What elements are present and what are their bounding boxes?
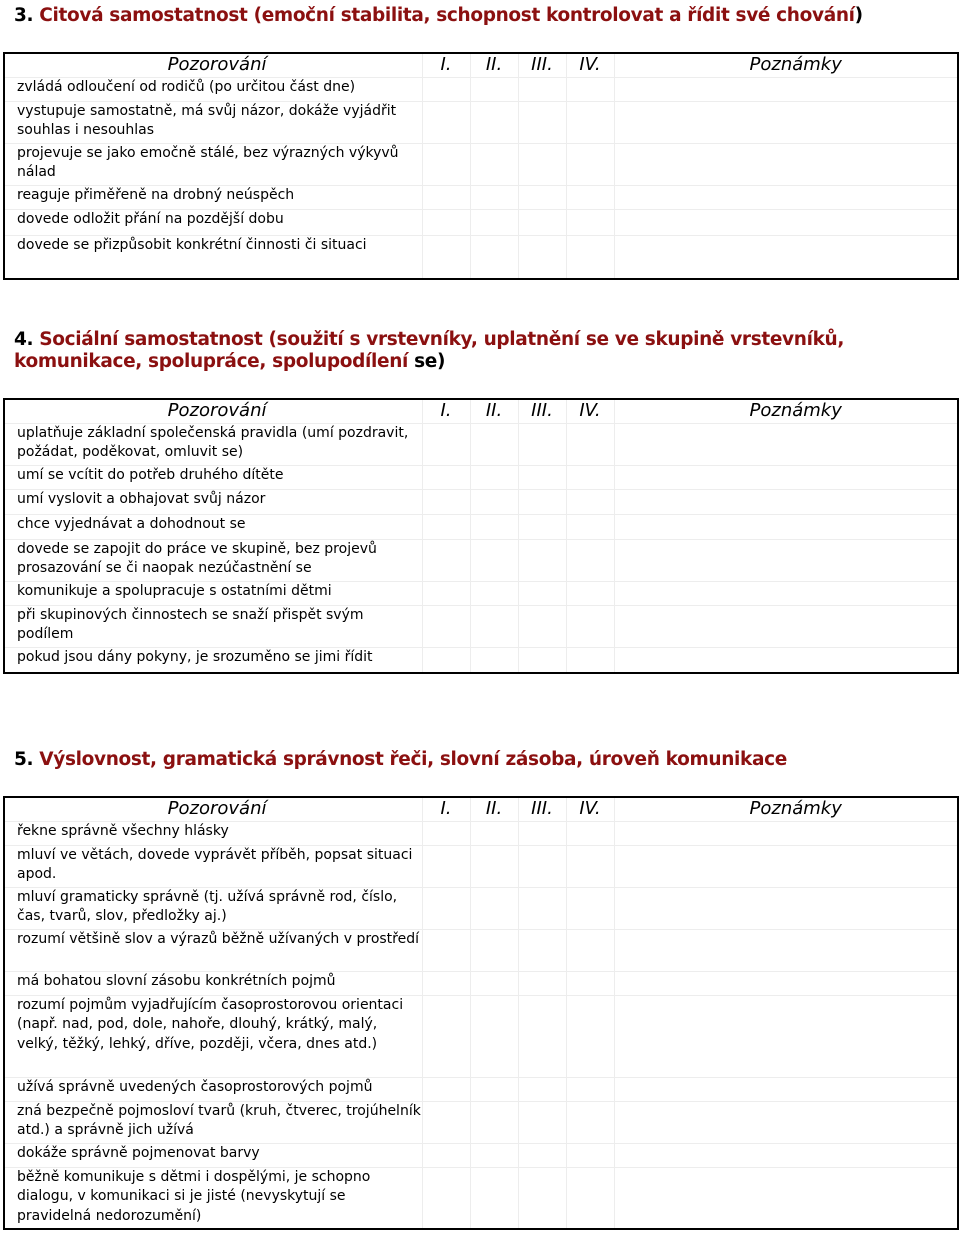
rating-cell[interactable]: [422, 101, 470, 143]
rating-cell[interactable]: [518, 209, 566, 235]
rating-cell[interactable]: [422, 185, 470, 209]
observation-text: uplatňuje základní společenská pravidla (umí pozdravit, požádat, poděkovat, omluvit se): [4, 423, 422, 465]
rating-cell[interactable]: [422, 929, 470, 971]
rating-cell[interactable]: [470, 185, 518, 209]
notes-cell[interactable]: [614, 1101, 958, 1143]
notes-cell[interactable]: [614, 581, 958, 605]
rating-cell[interactable]: [566, 143, 614, 185]
rating-cell[interactable]: [518, 143, 566, 185]
rating-cell[interactable]: [518, 1167, 566, 1229]
rating-cell[interactable]: [566, 647, 614, 673]
table-row: [4, 1101, 958, 1143]
rating-cell[interactable]: [566, 605, 614, 647]
notes-cell[interactable]: [614, 539, 958, 581]
observation-text: dokáže správně pojmenovat barvy: [4, 1143, 422, 1167]
rating-cell[interactable]: [566, 845, 614, 887]
section-3-heading: [14, 5, 954, 27]
rating-cell[interactable]: [422, 514, 470, 539]
rating-cell[interactable]: [566, 185, 614, 209]
rating-cell[interactable]: [470, 1167, 518, 1229]
rating-cell[interactable]: [470, 209, 518, 235]
rating-cell[interactable]: [518, 929, 566, 971]
table-row: [4, 929, 958, 971]
rating-cell[interactable]: [566, 1077, 614, 1101]
rating-cell[interactable]: [518, 489, 566, 514]
table-row: [4, 77, 958, 101]
rating-cell[interactable]: [470, 1101, 518, 1143]
notes-cell[interactable]: [614, 971, 958, 995]
rating-cell[interactable]: [518, 845, 566, 887]
rating-cell[interactable]: [566, 423, 614, 465]
table-row: [4, 821, 958, 845]
rating-header-2: II.: [470, 53, 518, 77]
rating-header-1: I.: [422, 797, 470, 821]
section-5-heading: [14, 749, 954, 771]
rating-cell[interactable]: [518, 887, 566, 929]
table-row: [4, 1143, 958, 1167]
observation-text: chce vyjednávat a dohodnout se: [4, 514, 422, 539]
rating-cell[interactable]: [422, 77, 470, 101]
rating-cell[interactable]: [422, 1077, 470, 1101]
rating-cell[interactable]: [470, 423, 518, 465]
table-row: [4, 971, 958, 995]
notes-cell[interactable]: [614, 1143, 958, 1167]
rating-cell[interactable]: [518, 101, 566, 143]
rating-cell[interactable]: [566, 1167, 614, 1229]
notes-header: Poznámky: [614, 53, 958, 77]
rating-cell[interactable]: [470, 845, 518, 887]
notes-cell[interactable]: [614, 887, 958, 929]
section-number: 4.: [14, 329, 34, 350]
rating-cell[interactable]: [470, 971, 518, 995]
rating-header-2: II.: [470, 797, 518, 821]
rating-cell[interactable]: [422, 887, 470, 929]
rating-cell[interactable]: [422, 971, 470, 995]
table-row: [4, 605, 958, 647]
rating-cell[interactable]: [566, 489, 614, 514]
section-4-heading: [14, 329, 954, 373]
observation-header: Pozorování: [4, 797, 422, 821]
rating-cell[interactable]: [518, 423, 566, 465]
rating-cell[interactable]: [470, 1077, 518, 1101]
observation-text: pokud jsou dány pokyny, je srozuměno se jimi řídit: [4, 647, 422, 673]
notes-cell[interactable]: [614, 995, 958, 1077]
section-number: 3.: [14, 5, 34, 26]
notes-cell[interactable]: [614, 647, 958, 673]
observation-text: zvládá odloučení od rodičů (po určitou část dne): [4, 77, 422, 101]
rating-cell[interactable]: [518, 995, 566, 1077]
rating-cell[interactable]: [518, 235, 566, 279]
rating-cell[interactable]: [470, 995, 518, 1077]
rating-header-3: III.: [518, 53, 566, 77]
rating-cell[interactable]: [470, 605, 518, 647]
notes-cell[interactable]: [614, 143, 958, 185]
rating-cell[interactable]: [566, 1101, 614, 1143]
rating-cell[interactable]: [422, 845, 470, 887]
rating-cell[interactable]: [470, 821, 518, 845]
table-row: [4, 514, 958, 539]
rating-cell[interactable]: [566, 465, 614, 489]
rating-header-1: I.: [422, 399, 470, 423]
rating-cell[interactable]: [470, 539, 518, 581]
rating-cell[interactable]: [422, 821, 470, 845]
observation-text: běžně komunikuje s dětmi i dospělými, je schopno dialogu, v komunikaci si je jisté (nevyskytují se pravidelná nedorozumění): [4, 1167, 422, 1229]
rating-cell[interactable]: [566, 514, 614, 539]
rating-cell[interactable]: [518, 821, 566, 845]
notes-header: Poznámky: [614, 797, 958, 821]
rating-cell[interactable]: [566, 581, 614, 605]
rating-cell[interactable]: [566, 995, 614, 1077]
rating-cell[interactable]: [518, 971, 566, 995]
table-row: [4, 185, 958, 209]
table-row: [4, 845, 958, 887]
rating-header-3: III.: [518, 399, 566, 423]
observation-text: reaguje přiměřeně na drobný neúspěch: [4, 185, 422, 209]
rating-cell[interactable]: [470, 887, 518, 929]
rating-cell[interactable]: [422, 209, 470, 235]
observation-text: vystupuje samostatně, má svůj názor, dokáže vyjádřit souhlas i nesouhlas: [4, 101, 422, 143]
rating-cell[interactable]: [470, 929, 518, 971]
rating-cell[interactable]: [518, 539, 566, 581]
rating-cell[interactable]: [518, 1101, 566, 1143]
table-row: [4, 1077, 958, 1101]
table-row: [4, 887, 958, 929]
notes-cell[interactable]: [614, 465, 958, 489]
rating-cell[interactable]: [422, 1167, 470, 1229]
observation-text: řekne správně všechny hlásky: [4, 821, 422, 845]
rating-cell[interactable]: [518, 647, 566, 673]
notes-cell[interactable]: [614, 821, 958, 845]
rating-cell[interactable]: [422, 581, 470, 605]
section-3-table: [3, 52, 959, 280]
rating-cell[interactable]: [566, 209, 614, 235]
rating-cell[interactable]: [422, 605, 470, 647]
table-row: [4, 995, 958, 1077]
rating-cell[interactable]: [566, 101, 614, 143]
rating-cell[interactable]: [422, 143, 470, 185]
section-4-table: [3, 398, 959, 674]
notes-cell[interactable]: [614, 77, 958, 101]
rating-cell[interactable]: [566, 887, 614, 929]
table-row: [4, 101, 958, 143]
rating-cell[interactable]: [566, 929, 614, 971]
rating-cell[interactable]: [566, 235, 614, 279]
notes-cell[interactable]: [614, 423, 958, 465]
notes-cell[interactable]: [614, 489, 958, 514]
table-row: [4, 209, 958, 235]
table-row: [4, 489, 958, 514]
notes-cell[interactable]: [614, 235, 958, 279]
observation-text: dovede se přizpůsobit konkrétní činnosti či situaci: [4, 235, 422, 279]
observation-text: umí se vcítit do potřeb druhého dítěte: [4, 465, 422, 489]
rating-header-4: IV.: [566, 399, 614, 423]
observation-text: dovede se zapojit do práce ve skupině, bez projevů prosazování se či naopak nezúčastnění se: [4, 539, 422, 581]
rating-cell[interactable]: [422, 647, 470, 673]
table-row: [4, 423, 958, 465]
rating-cell[interactable]: [518, 1143, 566, 1167]
observation-text: mluví ve větách, dovede vyprávět příběh, popsat situaci apod.: [4, 845, 422, 887]
notes-cell[interactable]: [614, 1167, 958, 1229]
observation-text: dovede odložit přání na pozdější dobu: [4, 209, 422, 235]
rating-cell[interactable]: [470, 101, 518, 143]
rating-cell[interactable]: [518, 581, 566, 605]
notes-cell[interactable]: [614, 185, 958, 209]
table-row: [4, 647, 958, 673]
section-title: Sociální samostatnost (soužití s vrstevníky, uplatnění se ve skupině vrstevníků, komunikace, spolupráce, spolupodílení: [14, 329, 845, 372]
observation-text: umí vyslovit a obhajovat svůj názor: [4, 489, 422, 514]
rating-cell[interactable]: [422, 423, 470, 465]
observation-text: komunikuje a spolupracuje s ostatními dětmi: [4, 581, 422, 605]
table-row: [4, 235, 958, 279]
observation-text: užívá správně uvedených časoprostorových pojmů: [4, 1077, 422, 1101]
rating-cell[interactable]: [422, 539, 470, 581]
rating-cell[interactable]: [566, 77, 614, 101]
rating-cell[interactable]: [422, 995, 470, 1077]
observation-header: Pozorování: [4, 399, 422, 423]
notes-cell[interactable]: [614, 209, 958, 235]
table-header-row: [4, 53, 958, 77]
rating-cell[interactable]: [422, 489, 470, 514]
section-title: Výslovnost, gramatická správnost řeči, slovní zásoba, úroveň komunikace: [39, 749, 787, 770]
rating-header-2: II.: [470, 399, 518, 423]
rating-cell[interactable]: [566, 539, 614, 581]
rating-cell[interactable]: [518, 185, 566, 209]
rating-cell[interactable]: [470, 77, 518, 101]
rating-header-4: IV.: [566, 53, 614, 77]
table-header-row: [4, 797, 958, 821]
rating-cell[interactable]: [518, 77, 566, 101]
rating-cell[interactable]: [470, 489, 518, 514]
rating-cell[interactable]: [470, 647, 518, 673]
section-5-table: [3, 796, 959, 1230]
rating-cell[interactable]: [470, 235, 518, 279]
section-number: 5.: [14, 749, 34, 770]
notes-cell[interactable]: [614, 605, 958, 647]
section-title: Citová samostatnost (emoční stabilita, schopnost kontrolovat a řídit své chování: [39, 5, 855, 26]
section-title-tail: ): [854, 5, 863, 26]
notes-cell[interactable]: [614, 514, 958, 539]
rating-cell[interactable]: [518, 465, 566, 489]
observation-text: zná bezpečně pojmosloví tvarů (kruh, čtverec, trojúhelník atd.) a správně jich užívá: [4, 1101, 422, 1143]
notes-cell[interactable]: [614, 101, 958, 143]
rating-cell[interactable]: [422, 1101, 470, 1143]
table-row: [4, 1167, 958, 1229]
table-header-row: [4, 399, 958, 423]
rating-cell[interactable]: [518, 605, 566, 647]
rating-header-1: I.: [422, 53, 470, 77]
observation-text: mluví gramaticky správně (tj. užívá správně rod, číslo, čas, tvarů, slov, předložky aj.): [4, 887, 422, 929]
observation-text: rozumí pojmům vyjadřujícím časoprostorovou orientaci (např. nad, pod, dole, nahoře, dlouhý, krátký, malý, velký, těžký, lehký, dříve, později, včera, dnes atd.): [4, 995, 422, 1077]
rating-cell[interactable]: [518, 1077, 566, 1101]
rating-cell[interactable]: [470, 581, 518, 605]
rating-cell[interactable]: [470, 1143, 518, 1167]
rating-cell[interactable]: [470, 465, 518, 489]
rating-cell[interactable]: [566, 1143, 614, 1167]
table-row: [4, 465, 958, 489]
notes-cell[interactable]: [614, 845, 958, 887]
notes-header: Poznámky: [614, 399, 958, 423]
notes-cell[interactable]: [614, 1077, 958, 1101]
rating-cell[interactable]: [422, 465, 470, 489]
rating-header-3: III.: [518, 797, 566, 821]
rating-cell[interactable]: [470, 143, 518, 185]
rating-cell[interactable]: [470, 514, 518, 539]
rating-cell[interactable]: [566, 971, 614, 995]
notes-cell[interactable]: [614, 929, 958, 971]
observation-header: Pozorování: [4, 53, 422, 77]
table-row: [4, 143, 958, 185]
table-row: [4, 539, 958, 581]
observation-text: projevuje se jako emočně stálé, bez výrazných výkyvů nálad: [4, 143, 422, 185]
section-title-tail: se): [408, 351, 446, 372]
observation-text: má bohatou slovní zásobu konkrétních pojmů: [4, 971, 422, 995]
rating-cell[interactable]: [566, 821, 614, 845]
observation-text: rozumí většině slov a výrazů běžně užívaných v prostředí: [4, 929, 422, 971]
rating-header-4: IV.: [566, 797, 614, 821]
rating-cell[interactable]: [422, 1143, 470, 1167]
observation-text: při skupinových činnostech se snaží přispět svým podílem: [4, 605, 422, 647]
table-row: [4, 581, 958, 605]
rating-cell[interactable]: [422, 235, 470, 279]
rating-cell[interactable]: [518, 514, 566, 539]
